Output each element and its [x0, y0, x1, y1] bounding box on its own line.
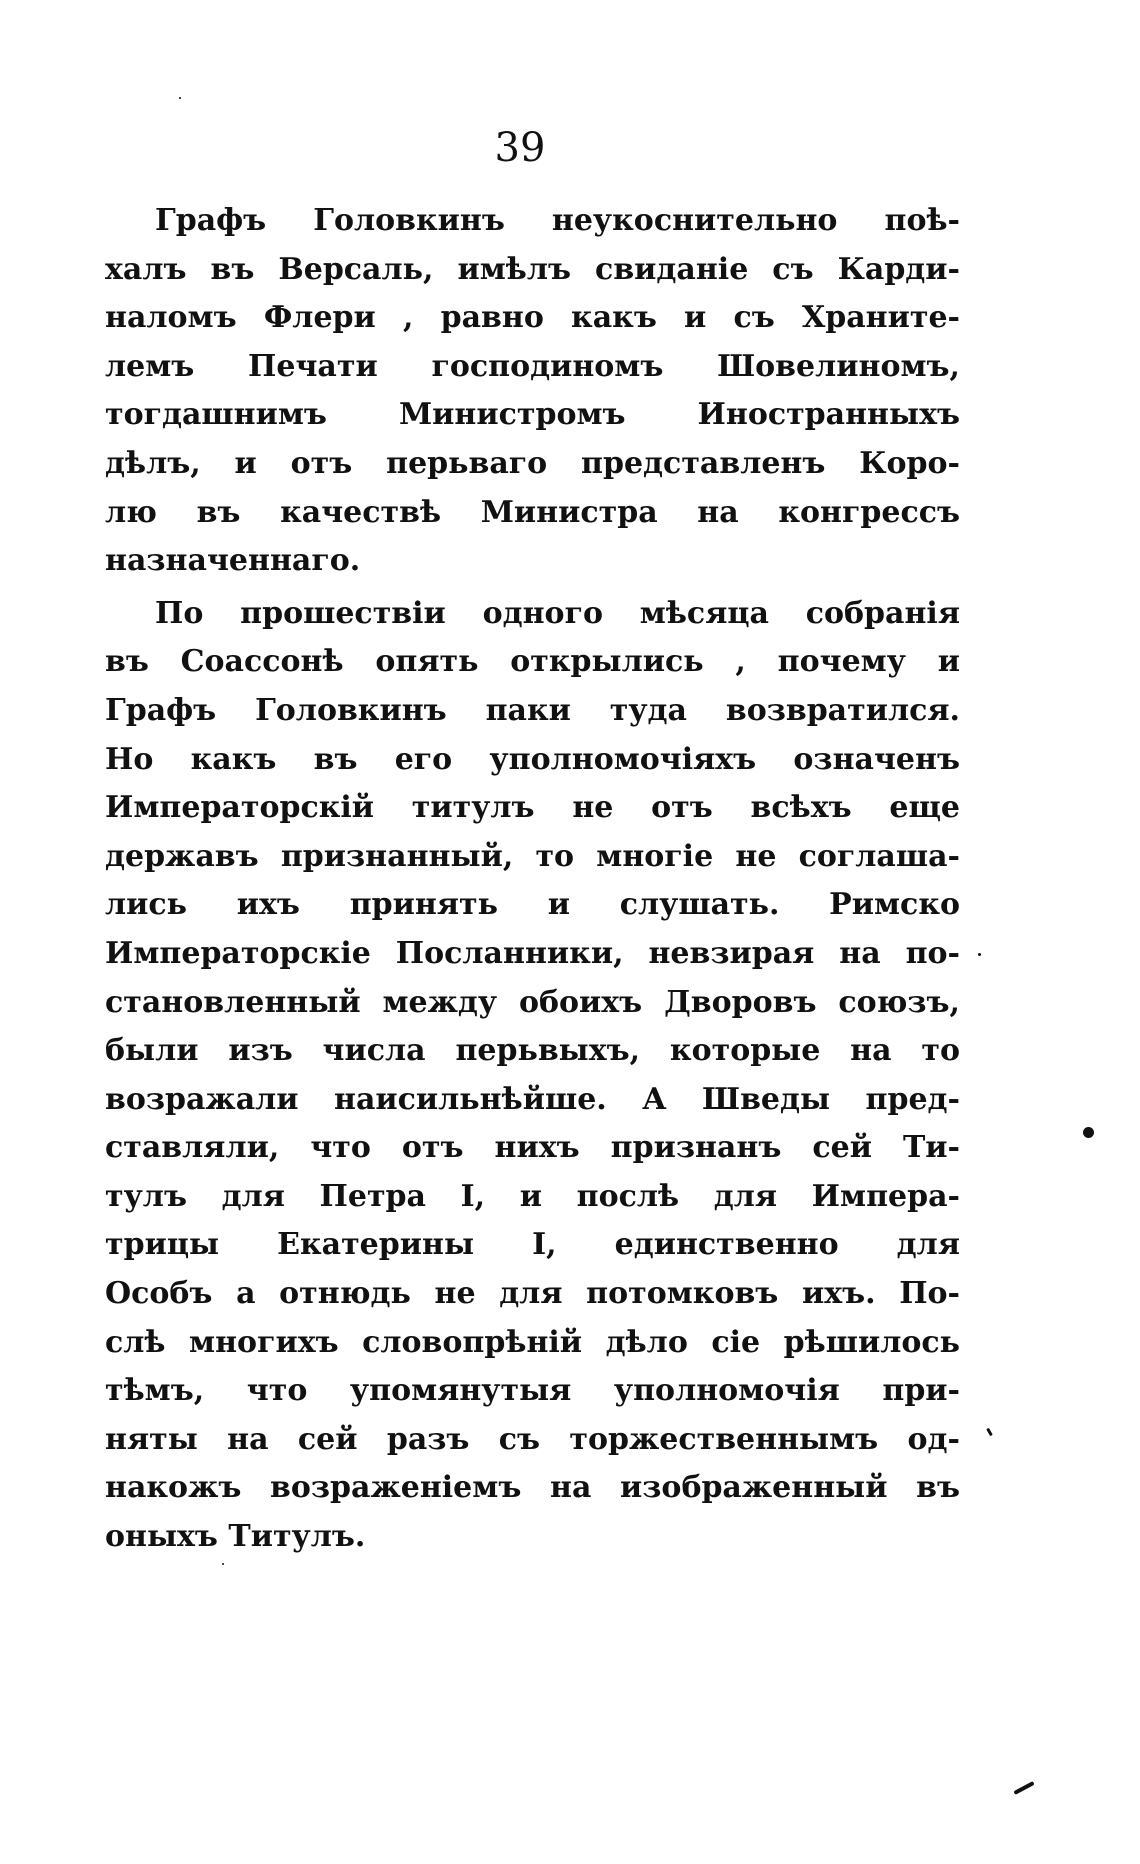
text-line: слѣ многихъ словопрѣній дѣло сіе рѣшилось — [105, 1324, 960, 1360]
text-line: лись ихъ принять и слушать. Римско — [105, 887, 960, 923]
ink-speck — [1083, 1127, 1094, 1138]
ink-speck — [179, 97, 181, 99]
page-number: 39 — [494, 125, 546, 171]
ink-speck — [978, 953, 981, 956]
text-line: лю въ качествѣ Министра на конгрессъ — [105, 494, 960, 530]
text-line: державъ признанный, то многіе не соглаша- — [105, 838, 960, 874]
text-line: Особъ а отнюдь не для потомковъ ихъ. По- — [105, 1276, 960, 1312]
text-line: трицы Екатерины I, единственно для — [105, 1227, 960, 1263]
text-line: наломъ Флери , равно какъ и съ Храните- — [105, 300, 960, 336]
paragraph-1 — [105, 197, 960, 586]
text-line: дѣлъ, и отъ перьваго представленъ Коро- — [105, 445, 960, 481]
text-line: Графъ Головкинъ паки туда возвратился. — [105, 692, 960, 728]
text-line: ставляли, что отъ нихъ признанъ сей Ти- — [105, 1130, 960, 1166]
text-line: По прошествіи одного мѣсяца собранія — [155, 595, 960, 631]
ink-speck — [986, 1428, 993, 1436]
text-line: тогдашнимъ Министромъ Иностранныхъ — [105, 397, 960, 433]
text-line: назначеннаго. — [105, 543, 361, 579]
text-line: Императорскіе Посланники, невзирая на по- — [105, 935, 960, 971]
text-line: халъ въ Версаль, имѣлъ свиданіе съ Карди- — [105, 251, 960, 287]
text-line: возражали наисильнѣйше. А Шведы пред- — [105, 1081, 960, 1117]
body-text — [105, 197, 960, 1562]
paragraph-2 — [105, 590, 960, 1562]
text-line: тѣмъ, что упомянутыя уполномочія при- — [105, 1373, 960, 1409]
text-line: лемъ Печати господиномъ Шовелиномъ, — [105, 348, 960, 384]
ink-speck — [222, 1563, 224, 1565]
text-line: няты на сей разъ съ торжественнымъ од- — [105, 1421, 960, 1457]
text-line: Но какъ въ его уполномочіяхъ означенъ — [105, 741, 960, 777]
text-line: становленный между обоихъ Дворовъ союзъ, — [105, 984, 960, 1020]
ink-speck — [1013, 1781, 1034, 1795]
text-line: тулъ для Петра I, и послѣ для Импера- — [105, 1178, 960, 1214]
text-line: оныхъ Титулъ. — [105, 1519, 366, 1555]
text-line: накожъ возраженіемъ на изображенный въ — [105, 1470, 960, 1506]
text-line: Графъ Головкинъ неукоснительно поѣ- — [155, 203, 960, 238]
text-line: были изъ числа перьвыхъ, которые на то — [105, 1033, 960, 1069]
text-line: въ Соассонѣ опять открылись , почему и — [105, 644, 960, 680]
text-line: Императорскій титулъ не отъ всѣхъ еще — [105, 790, 960, 826]
